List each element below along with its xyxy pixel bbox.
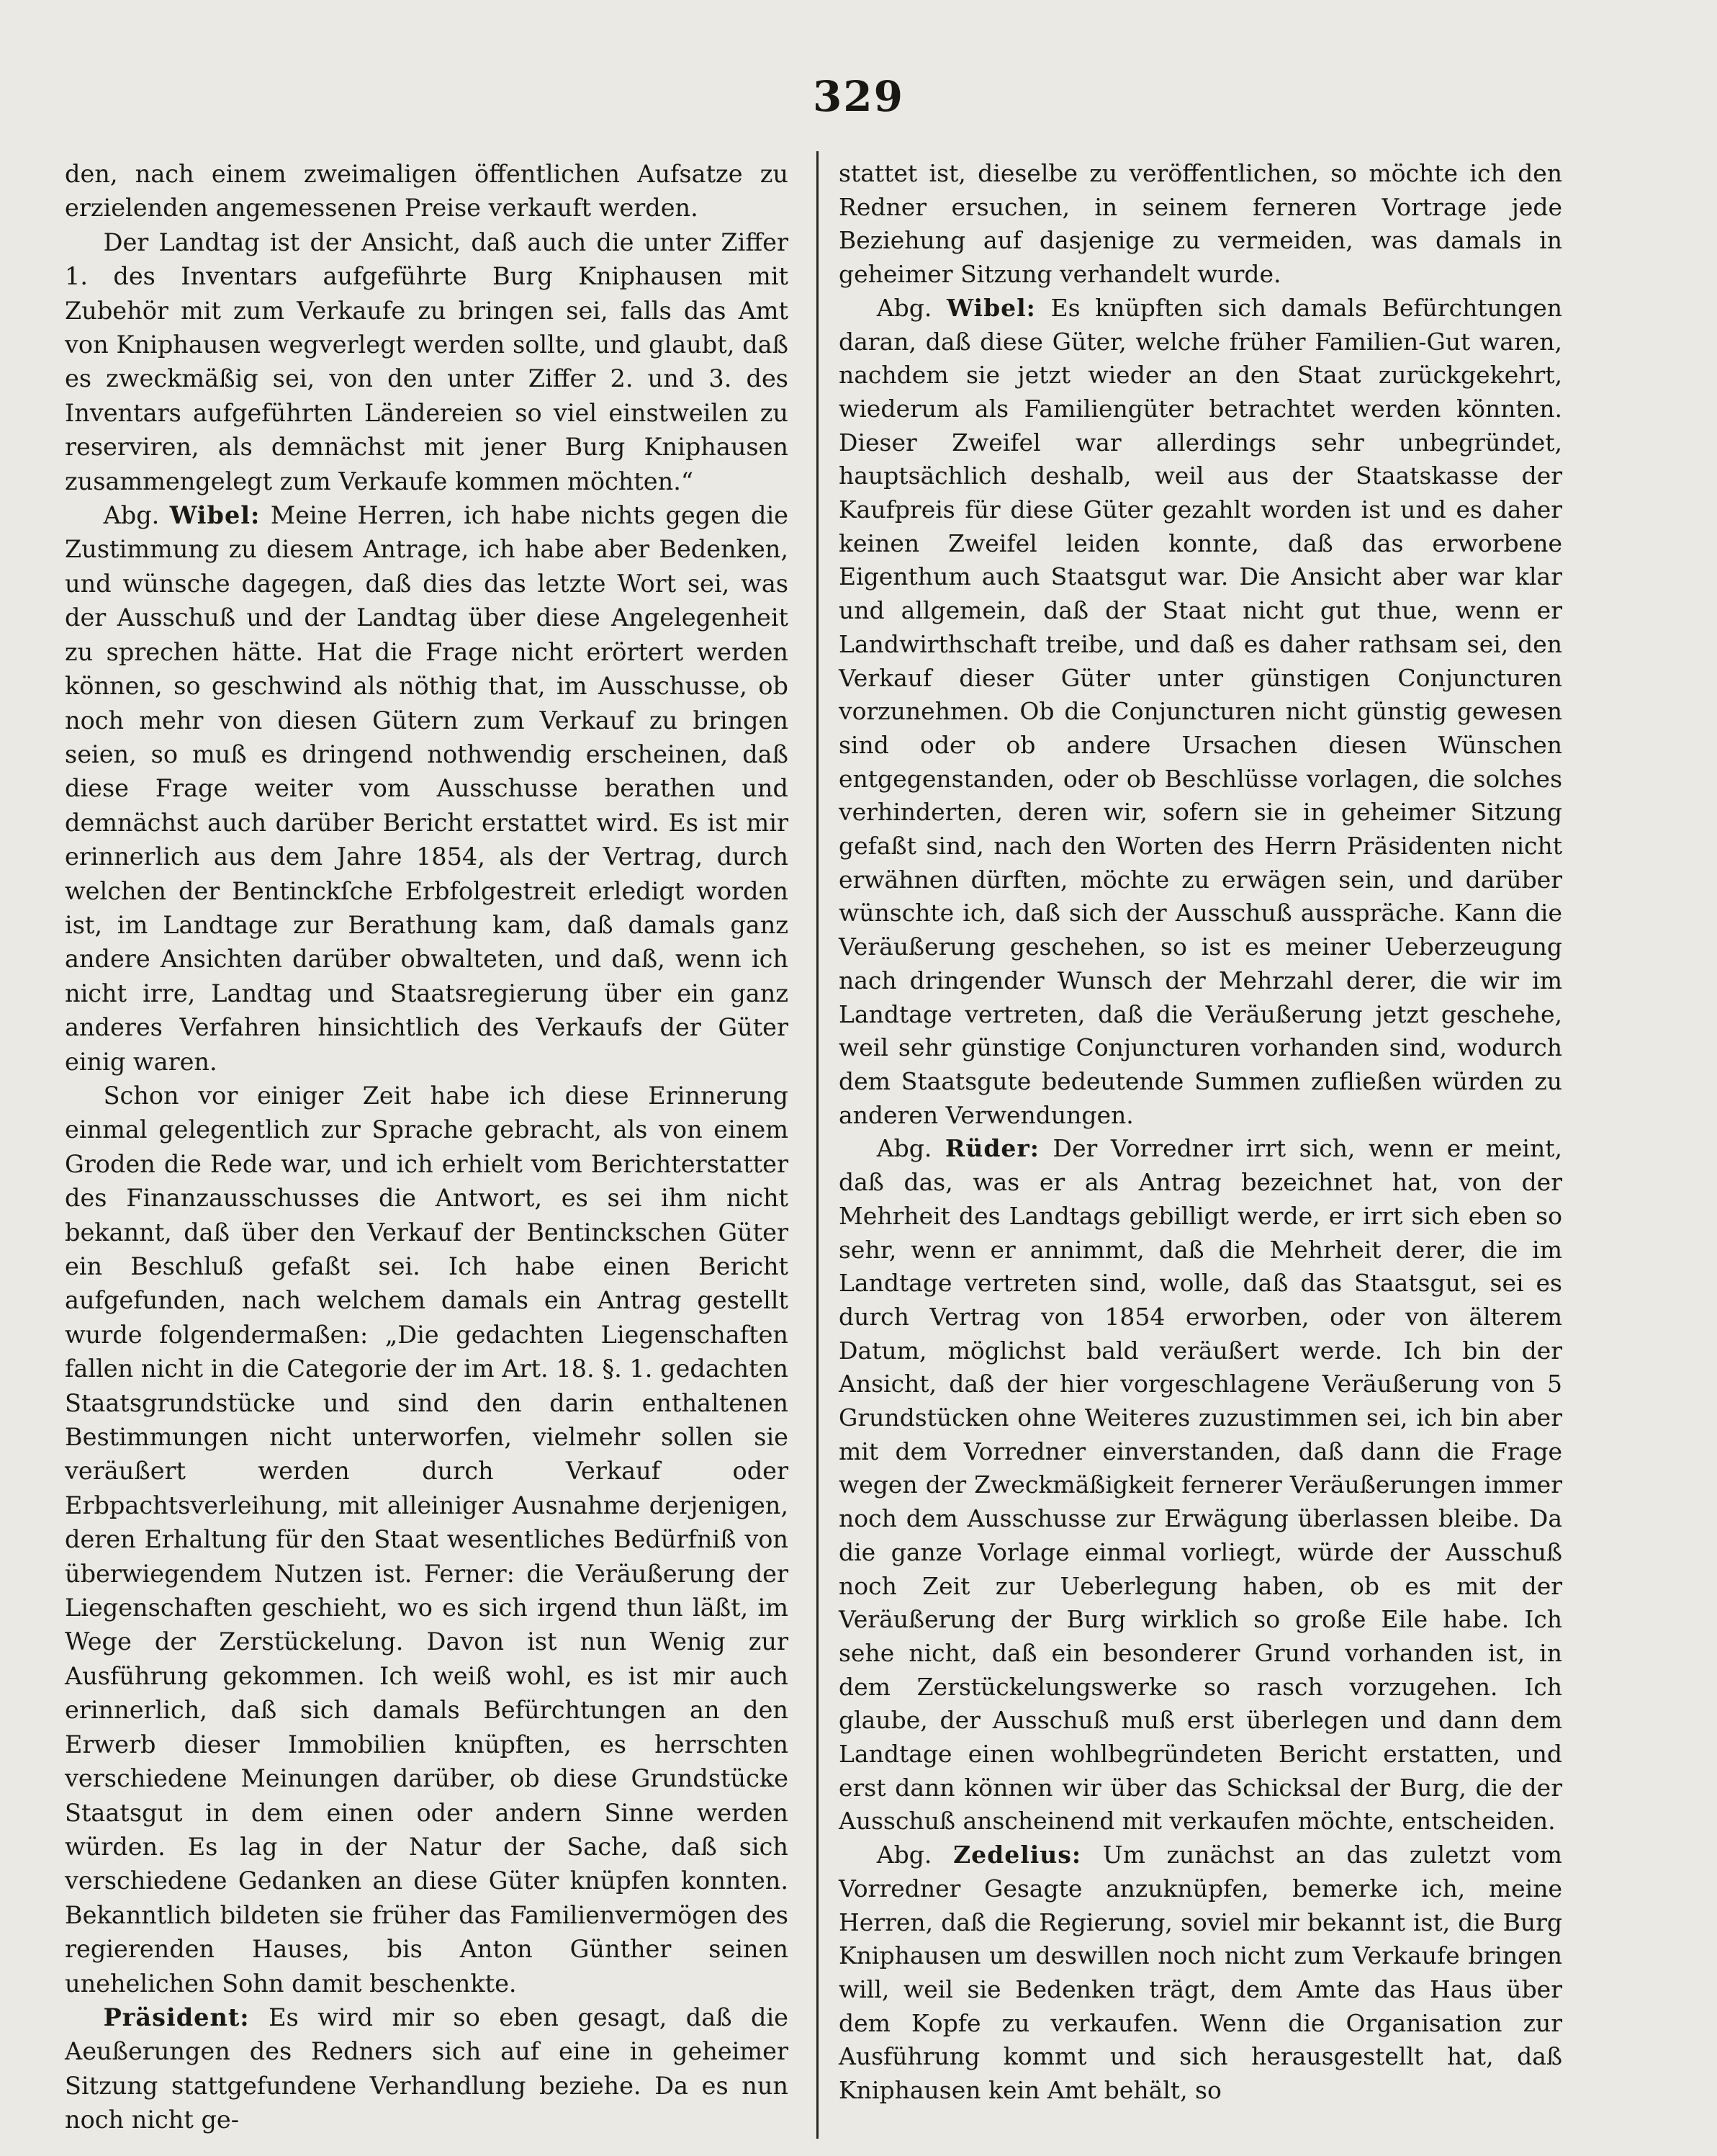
speaker-prefix: Abg.: [103, 501, 160, 530]
paragraph: [65, 225, 788, 498]
paragraph: [839, 157, 1562, 292]
page-number: 329: [812, 72, 905, 121]
paragraph: [65, 1079, 788, 2000]
paragraph-text: Schon vor einiger Zeit habe ich diese Erinnerung einmal gelegentlich zur Sprache gebracht, als von einem Groden die Rede war, und ich erhielt vom Berichterstatter des Finanzausschusses die Antwort, es sei ihm nicht bekannt, daß über den Verkauf der Bentinckschen Güter ein Beschluß gefaßt sei. Ich habe einen Bericht aufgefunden, nach welchem damals ein Antrag gestellt wurde folgendermaßen: „Die gedachten Liegenschaften fallen nicht in die Categorie der im Art. 18. §. 1. gedachten Staatsgrundstücke und sind den darin enthaltenen Bestimmungen nicht unterworfen, vielmehr sollen sie veräußert werden durch Verkauf oder Erbpachtsverleihung, mit alleiniger Ausnahme derjenigen, deren Erhaltung für den Staat wesentliches Bedürfniß von überwiegendem Nutzen ist. Ferner: die Veräußerung der Liegenschaften geschieht, wo es sich irgend thun läßt, im Wege der Zerstückelung. Davon ist nun Wenig zur Ausführung gekommen. Ich weiß wohl, es ist mir auch erinnerlich, daß sich damals Befürchtungen an den Erwerb dieser Immobilien knüpften, es herrschten verschiedene Meinungen darüber, ob diese Grundstücke Staatsgut in dem einen oder andern Sinne werden würden. Es lag in der Natur der Sache, daß sich verschiedene Gedanken an diese Güter knüpfen konnten. Bekanntlich bildeten sie früher das Familienvermögen des regierenden Hauses, bis Anton Günther seinen unehelichen Sohn damit beschenkte.: [65, 1081, 788, 1998]
paragraph-text: stattet ist, dieselbe zu veröffentlichen, so möchte ich den Redner ersuchen, in seinem ferneren Vortrage jede Beziehung auf dasjenige zu vermeiden, was damals in geheimer Sitzung verhandelt wurde.: [839, 159, 1562, 289]
speaker-name: Wibel:: [947, 293, 1036, 322]
paragraph-text: den, nach einem zweimaligen öffentlichen Aufsatze zu erzielenden angemessenen Preise verkauft werden.: [65, 160, 788, 223]
speaker-prefix: Abg.: [876, 1134, 932, 1163]
speech-text: Es knüpften sich damals Befürchtungen daran, daß diese Güter, welche früher Familien-Gut waren, nachdem sie jetzt wieder an den Staat zurückgekehrt, wiederum als Familiengüter betrachtet werden könnten. Dieser Zweifel war allerdings sehr unbegründet, hauptsächlich deshalb, weil aus der Staatskasse der Kaufpreis für diese Güter gezahlt worden ist und es daher keinen Zweifel leiden konnte, daß das erworbene Eigenthum auch Staatsgut war. Die Ansicht aber war klar und allgemein, daß der Staat nicht gut thue, wenn er Landwirthschaft treibe, und daß es daher rathsam sei, den Verkauf dieser Güter unter günstigen Conjuncturen vorzunehmen. Ob die Conjuncturen nicht günstig gewesen sind oder ob andere Ursachen diesen Wünschen entgegenstanden, oder ob Beschlüsse vorlagen, die solches verhinderten, deren wir, sofern sie in geheimer Sitzung gefaßt sind, nach den Worten des Herrn Präsidenten nicht erwähnen dürften, möchte zu erwägen sein, und darüber wünschte ich, daß sich der Ausschuß ausspräche. Kann die Veräußerung geschehen, so ist es meiner Ueberzeugung nach dringender Wunsch der Mehrzahl derer, die wir im Landtage vertreten, daß die Veräußerung jetzt geschehe, weil sehr günstige Conjuncturen vorhanden sind, wodurch dem Staatsgute bedeutende Summen zufließen würden zu anderen Verwendungen.: [839, 293, 1562, 1129]
speech-text: Der Vorredner irrt sich, wenn er meint, daß das, was er als Antrag bezeichnet hat, von der Mehrheit des Landtags gebilligt werde, er irrt sich eben so sehr, wenn er annimmt, daß die Mehrheit derer, die im Landtage vertreten sind, wolle, daß das Staatsgut, sei es durch Vertrag von 1854 erworben, oder von älterem Datum, möglichst bald veräußert werde. Ich bin der Ansicht, daß der hier vorgeschlagene Veräußerung von 5 Grundstücken ohne Weiteres zuzustimmen sei, ich bin aber mit dem Vorredner einverstanden, daß dann die Frage wegen der Zweckmäßigkeit fernerer Veräußerungen immer noch dem Ausschusse zur Erwägung überlassen bleibe. Da die ganze Vorlage einmal vorliegt, würde der Ausschuß noch Zeit zur Ueberlegung haben, ob es mit der Veräußerung der Burg wirklich so große Eile habe. Ich sehe nicht, daß ein besonderer Grund vorhanden ist, in dem Zerstückelungswerke so rasch vorzugehen. Ich glaube, der Ausschuß muß erst überlegen und dann dem Landtage einen wohlbegründeten Bericht erstatten, und erst dann können wir über das Schicksal der Burg, die der Ausschuß anscheinend mit verkaufen möchte, entscheiden.: [839, 1134, 1562, 1836]
paragraph-text: Der Landtag ist der Ansicht, daß auch die unter Ziffer 1. des Inventars aufgeführte Burg Kniphausen mit Zubehör mit zum Verkaufe zu bringen sei, falls das Amt von Kniphausen wegverlegt werden sollte, und glaubt, daß es zweckmäßig sei, von den unter Ziffer 2. und 3. des Inventars aufgeführten Ländereien so viel einstweilen zu reserviren, als demnächst mit jener Burg Kniphausen zusammengelegt zum Verkaufe kommen möchten.“: [65, 228, 788, 495]
paragraph: [839, 292, 1562, 1133]
speech-text: Um zunächst an das zuletzt vom Vorredner Gesagte anzuknüpfen, bemerke ich, meine Herren, daß die Regierung, soviel mir bekannt ist, die Burg Kniphausen um deswillen noch nicht zum Verkaufe bringen will, weil sie Bedenken trägt, dem Amte das Haus über dem Kopfe zu verkaufen. Wenn die Organisation zur Ausführung kommt und sich herausgestellt hat, daß Kniphausen kein Amt behält, so: [839, 1841, 1562, 2105]
speaker-name: Wibel:: [169, 501, 261, 530]
paragraph: [65, 2000, 788, 2137]
speaker-name: Rüder:: [945, 1134, 1040, 1163]
paragraph: [65, 157, 788, 225]
speech-text: Meine Herren, ich habe nichts gegen die Zustimmung zu diesem Antrage, ich habe aber Bedenken, und wünsche dagegen, daß dies das letzte Wort sei, was der Ausschuß und der Landtag über diese Angelegenheit zu sprechen hätte. Hat die Frage nicht erörtert werden können, so geschwind als nöthig that, im Ausschusse, ob noch mehr von diesen Gütern zum Verkauf zu bringen seien, so muß es dringend nothwendig erscheinen, daß diese Frage weiter vom Ausschusse berathen und demnächst auch darüber Bericht erstattet wird. Es ist mir erinnerlich aus dem Jahre 1854, als der Vertrag, durch welchen der Bentinckſche Erbfolgestreit erledigt worden ist, im Landtage zur Berathung kam, daß damals ganz andere Ansichten darüber obwalteten, und daß, wenn ich nicht irre, Landtag und Staatsregierung über ein ganz anderes Verfahren hinsichtlich des Verkaufs der Güter einig waren.: [65, 501, 788, 1076]
speaker-prefix: Abg.: [876, 293, 932, 322]
right-column: [839, 157, 1562, 2108]
paragraph: [65, 498, 788, 1079]
column-divider: [816, 151, 819, 2139]
speaker-name: Zedelius:: [953, 1841, 1082, 1869]
speaker-prefix: Abg.: [876, 1841, 932, 1869]
left-column: [65, 157, 788, 2137]
paragraph: [839, 1132, 1562, 1838]
paragraph: [839, 1838, 1562, 2108]
speaker-name: Präsident:: [103, 2003, 250, 2031]
speech-text: Es wird mir so eben gesagt, daß die Aeußerungen des Redners sich auf eine in geheimer Sitzung stattgefundene Verhandlung beziehe. Da es nun noch nicht ge-: [65, 2003, 789, 2134]
